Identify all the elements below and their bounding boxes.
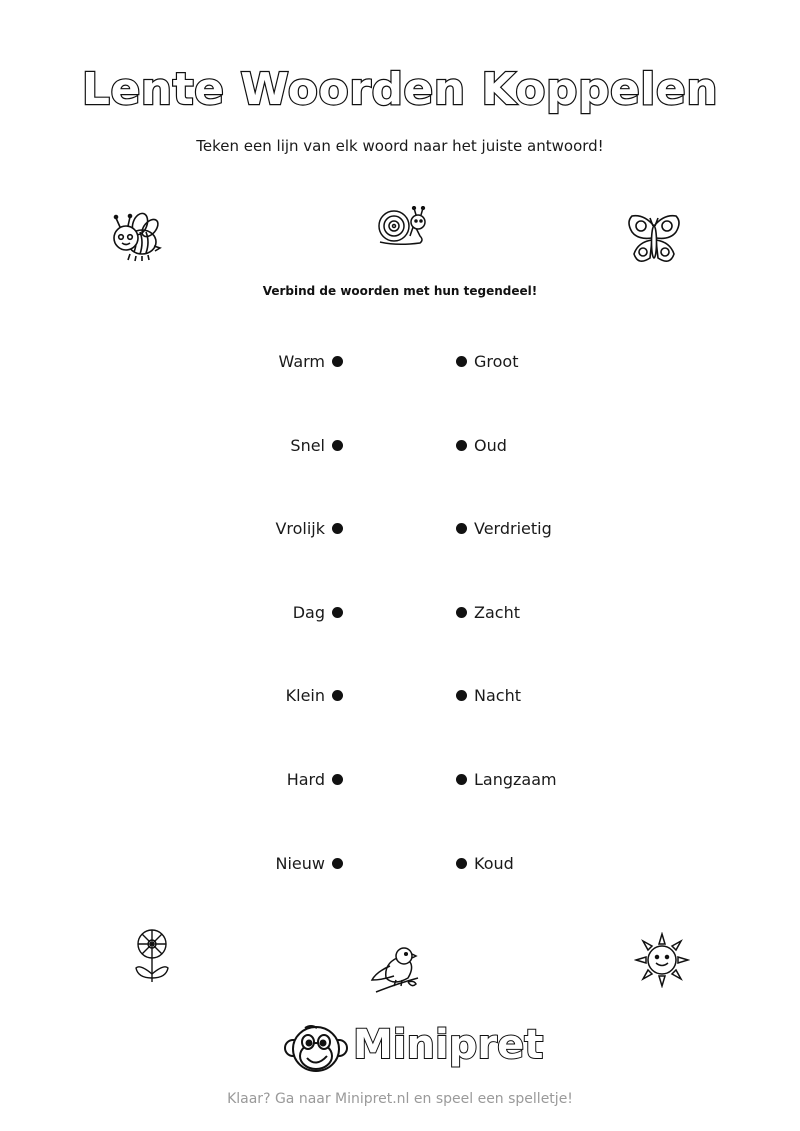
- left-word: Snel: [290, 436, 325, 455]
- minipret-logo: [283, 1020, 544, 1076]
- snail-icon: [376, 206, 428, 250]
- connect-dot-left[interactable]: [332, 774, 343, 785]
- dandelion-icon: [130, 928, 174, 984]
- pair-row: [0, 518, 800, 542]
- connect-dot-left[interactable]: [332, 440, 343, 451]
- connect-dot-left[interactable]: [332, 356, 343, 367]
- connect-dot-left[interactable]: [332, 858, 343, 869]
- connect-dot-left[interactable]: [332, 607, 343, 618]
- left-word: Vrolijk: [275, 519, 325, 538]
- connect-dot-left[interactable]: [332, 523, 343, 534]
- left-word: Hard: [286, 770, 325, 789]
- connect-dot-left[interactable]: [332, 690, 343, 701]
- connect-dot-right[interactable]: [456, 774, 467, 785]
- pair-row: [0, 435, 800, 459]
- right-word: Groot: [474, 352, 519, 371]
- butterfly-icon: [624, 212, 684, 268]
- right-word: Oud: [474, 436, 507, 455]
- connect-dot-right[interactable]: [456, 607, 467, 618]
- footer-text[interactable]: Klaar? Ga naar Minipret.nl en speel een spelletje!: [227, 1091, 573, 1107]
- connect-dot-right[interactable]: [456, 440, 467, 451]
- sun-icon: [634, 932, 690, 988]
- connect-dot-right[interactable]: [456, 356, 467, 367]
- pair-row: [0, 769, 800, 793]
- left-word: Warm: [278, 352, 325, 371]
- instruction-text: Verbind de woorden met hun tegendeel!: [262, 284, 538, 298]
- pair-row: [0, 602, 800, 626]
- right-word: Langzaam: [474, 770, 557, 789]
- connect-dot-right[interactable]: [456, 858, 467, 869]
- left-word: Klein: [285, 686, 325, 705]
- pair-row: [0, 853, 800, 877]
- monkey-icon: [283, 1022, 349, 1076]
- left-word: Nieuw: [275, 854, 325, 873]
- right-word: Verdrietig: [474, 519, 552, 538]
- bee-icon: [108, 210, 164, 264]
- connect-dot-right[interactable]: [456, 690, 467, 701]
- bird-icon: [368, 944, 424, 996]
- right-word: Nacht: [474, 686, 521, 705]
- pair-row: [0, 351, 800, 375]
- logo-text: Minipret: [353, 1022, 544, 1068]
- pair-row: [0, 685, 800, 709]
- connect-dot-right[interactable]: [456, 523, 467, 534]
- page-title: Lente Woorden Koppelen: [81, 64, 719, 115]
- left-word: Dag: [292, 603, 325, 622]
- right-word: Zacht: [474, 603, 520, 622]
- right-word: Koud: [474, 854, 514, 873]
- page-subtitle: Teken een lijn van elk woord naar het juiste antwoord!: [196, 137, 604, 155]
